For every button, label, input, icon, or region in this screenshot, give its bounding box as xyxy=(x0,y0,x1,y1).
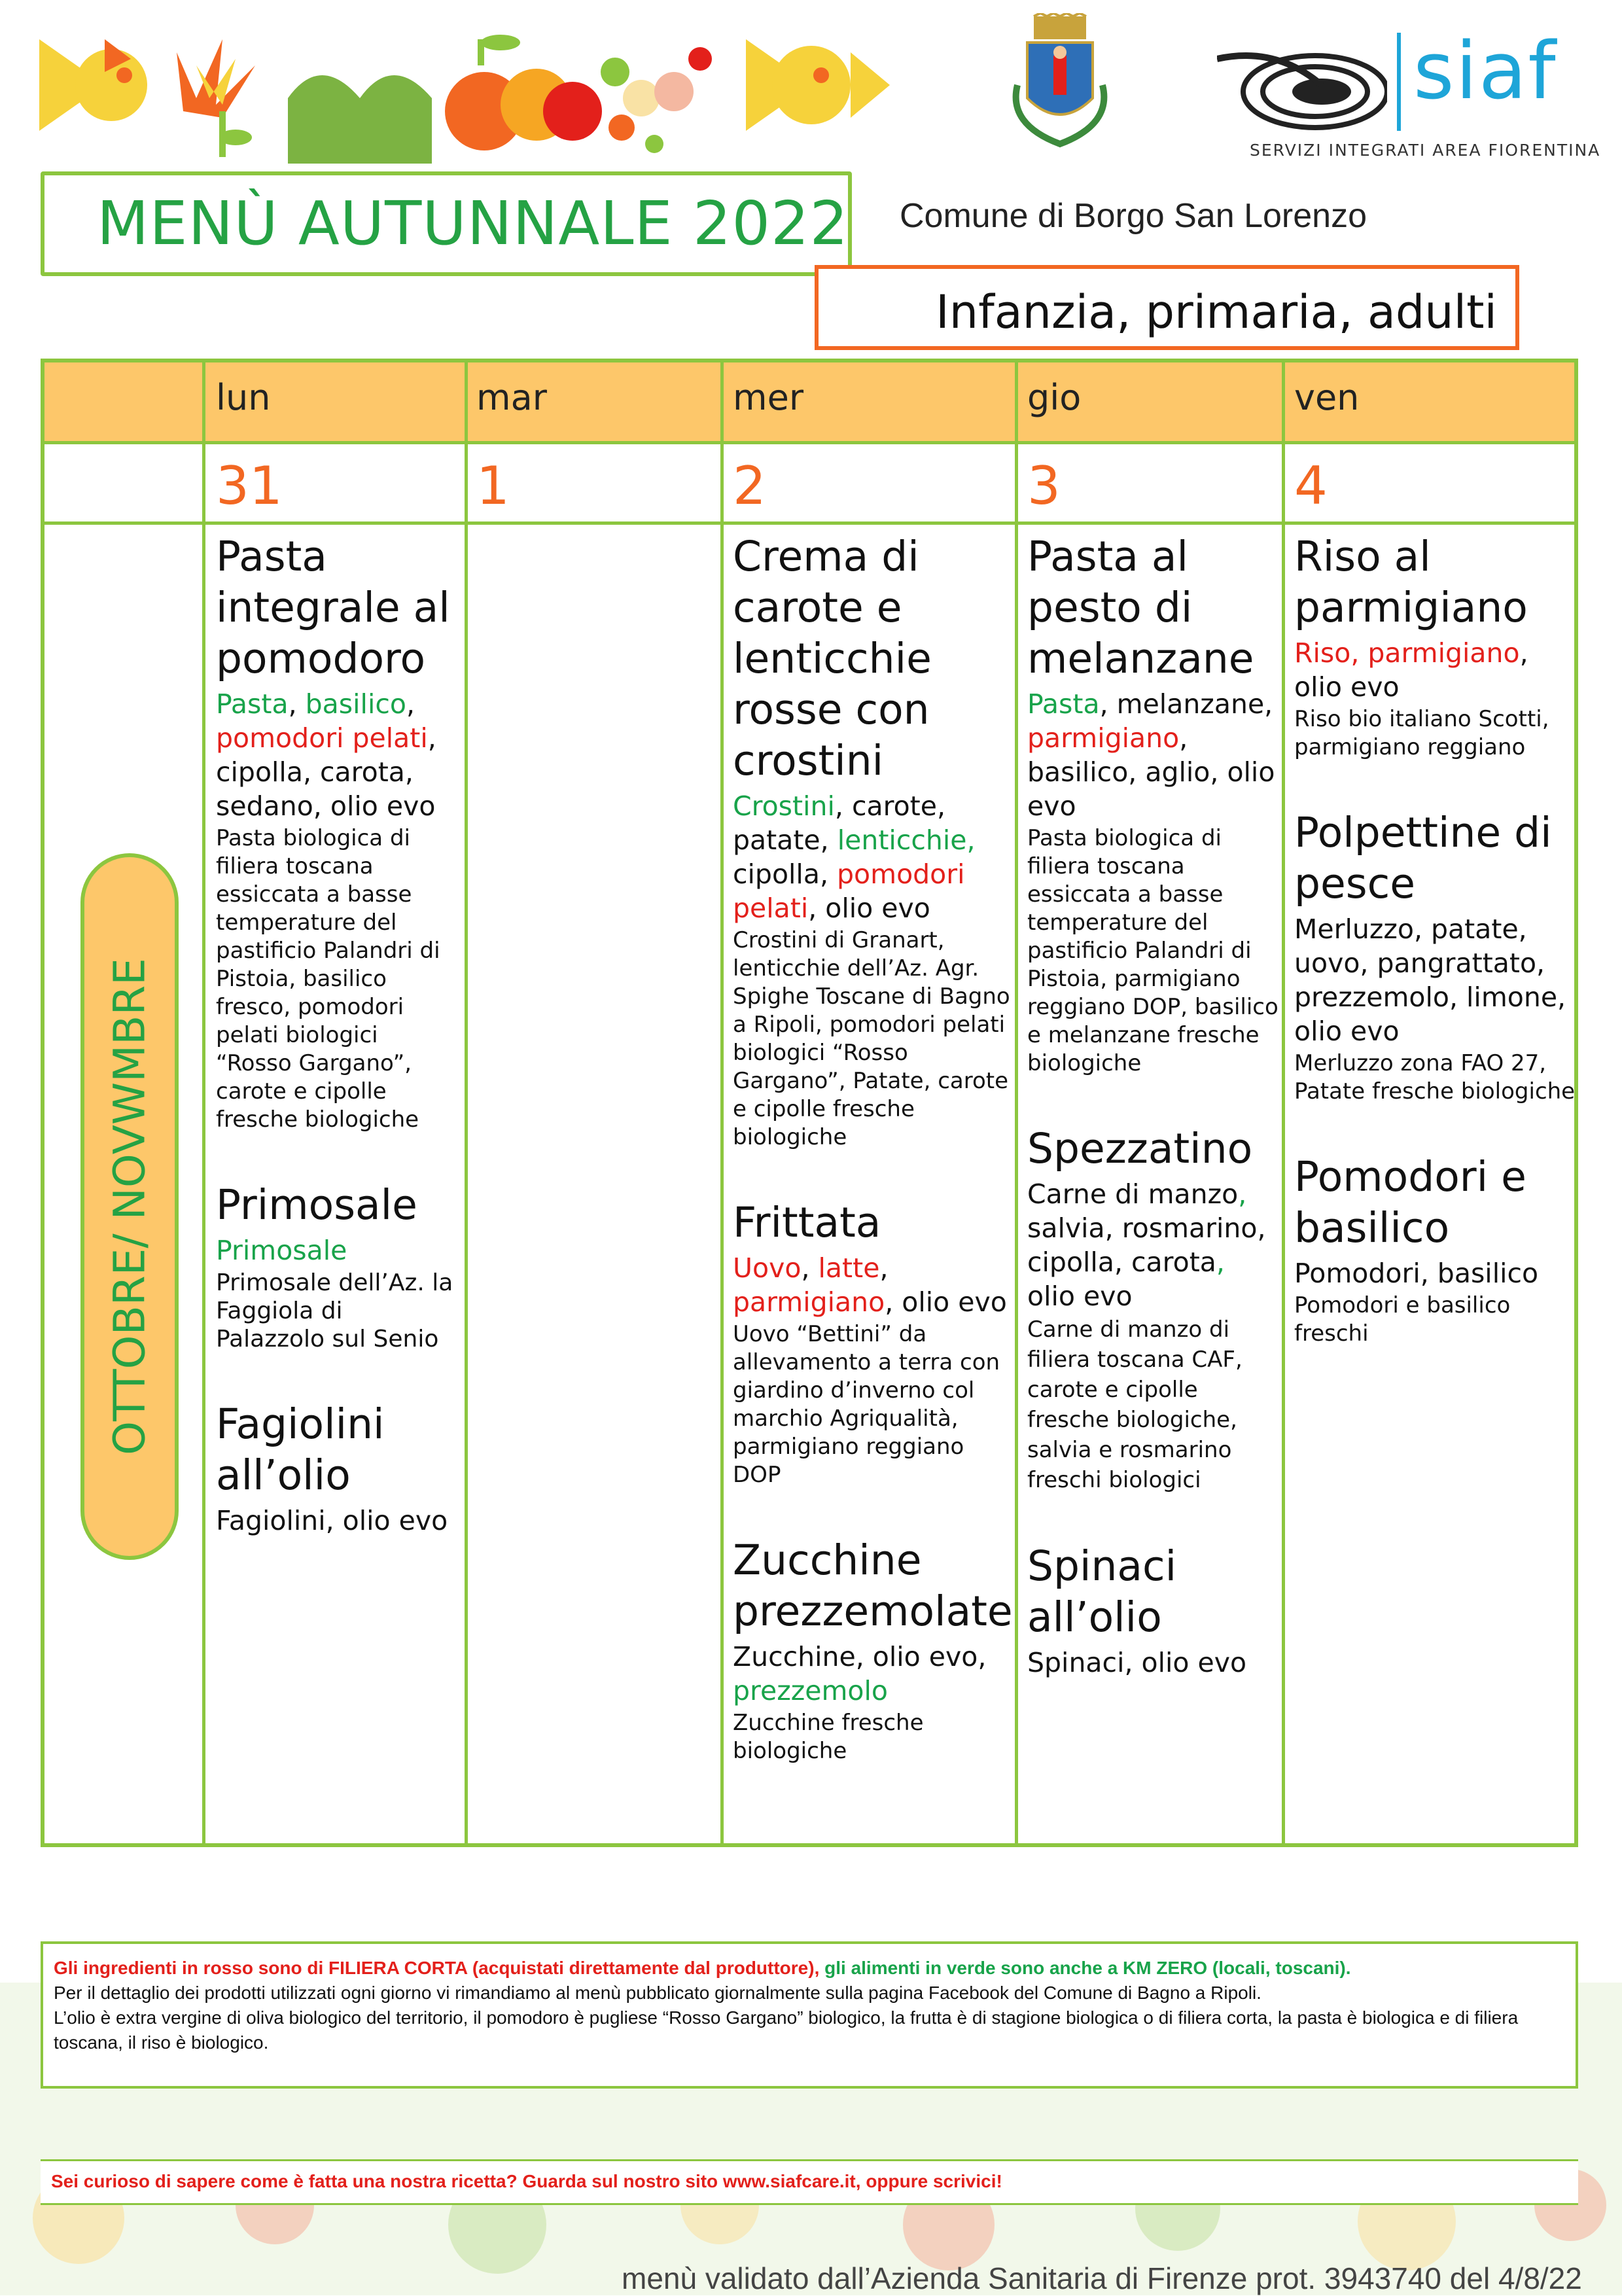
dish-title: Pomodori e basilico xyxy=(1294,1153,1526,1252)
dish-ingredients: Crostini, carote, patate, lenticchie, cipolla, pomodori pelati, olio evo xyxy=(733,790,976,924)
dish-details: Pasta biologica di filiera toscana essiccata a basse temperature del pastificio Palandri di Pistoia, basilico fresco, pomodori pelati biologici “Rosso Gargano”, carote e cipolle fresche biologiche xyxy=(216,825,440,1133)
dish-ingredients: Uovo, latte, parmigiano, olio evo xyxy=(733,1252,1007,1318)
siaf-swirl-icon xyxy=(1217,39,1387,137)
dish-title: Frittata xyxy=(733,1199,881,1246)
dish-details: Crostini di Granart, lenticchie dell’Az. Agr. Spighe Toscane di Bagno a Ripoli, pomodori pelati biologici “Rosso Gargano”, Patate, carote e cipolle fresche biologiche xyxy=(733,927,1010,1150)
month-label: OTTOBRE/ NOVWMBRE xyxy=(104,958,155,1455)
recipe-invite-box xyxy=(41,2159,1578,2205)
siaf-wordmark: siaf xyxy=(1413,26,1557,117)
dish-details: Zucchine fresche biologiche xyxy=(733,1710,924,1764)
notes-line-legend: Gli ingredienti in rosso sono di FILIERA CORTA (acquistati direttamente dal produttore), gli alimenti in verde sono anche a KM ZERO (locali, toscani). xyxy=(54,1958,1351,1978)
dish-ingredients: Primosale xyxy=(216,1235,347,1266)
dish-details: Riso bio italiano Scotti, parmigiano reggiano xyxy=(1294,706,1549,760)
validation-note: menù validato dall’Azienda Sanitaria di Firenze prot. 3943740 del 4/8/22 xyxy=(622,2261,1582,2295)
dish-details: Primosale dell’Az. la Faggiola di Palazzolo sul Senio xyxy=(216,1269,453,1352)
menu-column-lun xyxy=(216,531,458,1538)
dish-title: Crema di carote e lenticchie rosse con crostini xyxy=(733,533,932,785)
day-name-mer: mer xyxy=(733,377,804,418)
column-divider xyxy=(1282,362,1285,1843)
dish-title: Zucchine prezzemolate xyxy=(733,1536,1013,1635)
menu-table xyxy=(41,359,1578,1847)
dish-ingredients: Zucchine, olio evo, prezzemolo xyxy=(733,1641,987,1706)
day-name-gio: gio xyxy=(1027,377,1082,418)
page-title: MENÙ AUTUNNALE 2022 xyxy=(97,188,849,258)
notes-line-details: Per il dettaglio dei prodotti utilizzati ogni giorno vi rimandiamo al menù pubblicato giornalmente sulla pagina Facebook del Comune di Bagno a Ripoli. xyxy=(54,1983,1261,2003)
recipe-invite-text[interactable]: Sei curioso di sapere come è fatta una nostra ricetta? Guarda sul nostro sito www.siafcare.it, oppure scrivici! xyxy=(51,2171,1002,2191)
column-divider xyxy=(720,362,724,1843)
dish-title: Spinaci all’olio xyxy=(1027,1542,1177,1641)
column-divider xyxy=(1015,362,1018,1843)
notes-line-ingredients: L’olio è extra vergine di oliva biologico del territorio, il pomodoro è pugliese “Rosso Gargano” biologico, la frutta è di stagione biologica o di filiera corta, la pasta è biologica e di filiera toscana, il riso è biologico. xyxy=(54,2007,1519,2053)
day-number-mer: 2 xyxy=(733,455,766,516)
dish-details: Carne di manzo di filiera toscana CAF, carote e cipolle fresche biologiche, salvia e rosmarino freschi biologici xyxy=(1027,1316,1243,1493)
day-number-ven: 4 xyxy=(1294,455,1328,516)
month-pill xyxy=(80,853,179,1560)
decorative-food-illustrations xyxy=(26,13,929,164)
menu-column-gio xyxy=(1027,531,1279,1680)
logo-divider xyxy=(1397,33,1401,131)
fish-face-illustration xyxy=(39,39,147,131)
dish-title: Pasta integrale al pomodoro xyxy=(216,533,450,682)
dish-ingredients: Pasta, basilico, pomodori pelati, cipolla, carota, sedano, olio evo xyxy=(216,688,436,822)
dish-title: Fagiolini all’olio xyxy=(216,1400,385,1499)
row-divider xyxy=(44,441,1574,444)
dish-title: Polpettine di pesce xyxy=(1294,809,1552,908)
green-hills-illustration xyxy=(288,75,432,164)
title-box xyxy=(41,171,852,276)
municipality-name: Comune di Borgo San Lorenzo xyxy=(900,197,1367,235)
dish-details: Merluzzo zona FAO 27, Patate fresche biologiche xyxy=(1294,1050,1576,1104)
dish-details: Pomodori e basilico freschi xyxy=(1294,1292,1511,1347)
dish-title: Pasta al pesto di melanzane xyxy=(1027,533,1254,682)
dish-ingredients: Merluzzo, patate, uovo, pangrattato, prezzemolo, limone, olio evo xyxy=(1294,913,1566,1047)
dish-title: Riso al parmigiano xyxy=(1294,533,1528,631)
dish-ingredients: Spinaci, olio evo xyxy=(1027,1647,1247,1678)
orange-fruit-illustration xyxy=(445,35,602,150)
row-divider xyxy=(44,521,1574,525)
vegetable-dots-illustration xyxy=(601,47,712,153)
dish-ingredients: Riso, parmigiano, olio evo xyxy=(1294,637,1528,703)
dish-ingredients: Fagiolini, olio evo xyxy=(216,1505,448,1536)
audience-box xyxy=(815,265,1519,350)
day-number-lun: 31 xyxy=(216,455,283,516)
notes-box xyxy=(41,1941,1578,2089)
menu-column-ven xyxy=(1294,531,1576,1348)
dish-details: Pasta biologica di filiera toscana essiccata a basse temperature del pastificio Palandri di Pistoia, parmigiano reggiano DOP, basilico e melanzane fresche biologiche xyxy=(1027,825,1278,1076)
day-name-lun: lun xyxy=(216,377,271,418)
day-name-ven: ven xyxy=(1294,377,1360,418)
dish-title: Primosale xyxy=(216,1181,417,1229)
menu-column-mer xyxy=(733,531,1011,1765)
dish-details: Uovo “Bettini” da allevamento a terra con giardino d’inverno col marchio Agriqualità, parmigiano reggiano DOP xyxy=(733,1321,1000,1488)
hand-flower-illustration xyxy=(177,39,255,157)
siaf-subtitle: SERVIZI INTEGRATI AREA FIORENTINA xyxy=(1250,141,1601,160)
fish-face-illustration-right xyxy=(746,39,890,131)
dish-ingredients: Pasta, melanzane, parmigiano, basilico, aglio, olio evo xyxy=(1027,688,1275,822)
column-divider xyxy=(202,362,205,1843)
dish-ingredients: Carne di manzo, salvia, rosmarino, cipolla, carota, olio evo xyxy=(1027,1178,1266,1312)
audience-label: Infanzia, primaria, adulti xyxy=(936,285,1497,339)
dish-ingredients: Pomodori, basilico xyxy=(1294,1258,1539,1289)
column-divider xyxy=(465,362,468,1843)
siaf-logo xyxy=(1217,26,1601,164)
dish-title: Spezzatino xyxy=(1027,1125,1253,1173)
day-number-mar: 1 xyxy=(476,455,510,516)
day-number-gio: 3 xyxy=(1027,455,1061,516)
day-name-mar: mar xyxy=(476,377,547,418)
municipal-crest-logo xyxy=(1008,13,1112,154)
